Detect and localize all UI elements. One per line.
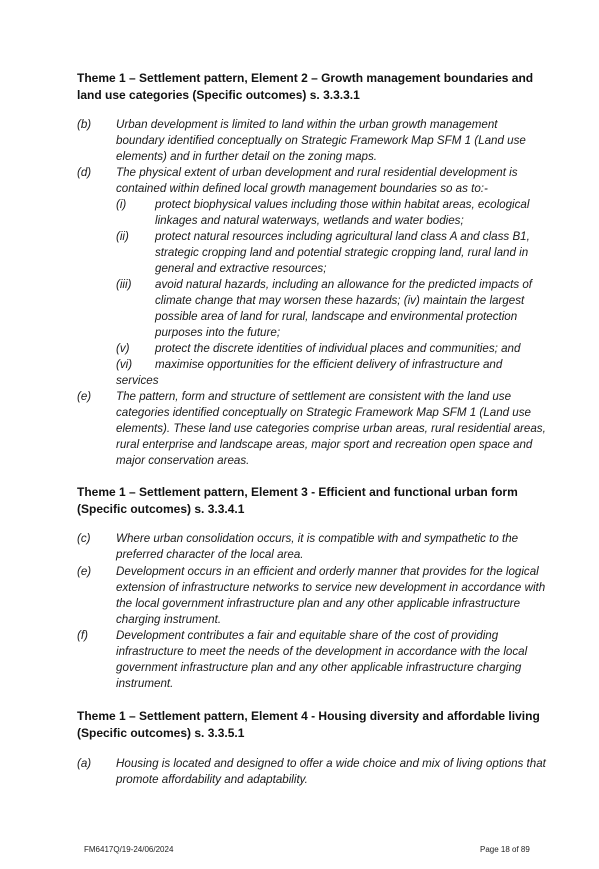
- sub-list-item: [116, 277, 547, 341]
- section-heading: Theme 1 – Settlement pattern, Element 3 - Efficient and functional urban form (Specific outcomes) s. 3.3.4.1: [77, 485, 518, 516]
- item-label: (a): [77, 757, 92, 770]
- item-text: maximise opportunities for the efficient delivery of infrastructure and: [155, 358, 503, 371]
- item-text: avoid natural hazards, including an allowance for the predicted impacts of climate change that may worsen these hazards; (iv) maintain the largest possible area of land for rural, landscape and environmental protection purposes into the future;: [155, 278, 533, 339]
- item-text: Development occurs in an efficient and orderly manner that provides for the logical extension of infrastructure networks to service new development in accordance with the local government infrastructure plan and any other applicable infrastructure charging instrument.: [116, 565, 546, 626]
- item-label: (ii): [116, 230, 129, 243]
- item-label: (e): [77, 390, 92, 403]
- list-item: [77, 389, 547, 469]
- list-item: [77, 756, 547, 788]
- continuation-text: services: [116, 374, 159, 387]
- list-item: [77, 628, 547, 692]
- item-label: (i): [116, 198, 127, 211]
- item-label: (v): [116, 342, 130, 355]
- item-text: Housing is located and designed to offer a wide choice and mix of living options that promote affordability and adaptability.: [116, 757, 546, 786]
- item-label: (vi): [116, 358, 133, 371]
- sub-list-item: [116, 197, 547, 229]
- section-heading: Theme 1 – Settlement pattern, Element 2 – Growth management boundaries and land use categories (Specific outcomes) s. 3.3.3.1: [77, 71, 534, 102]
- item-label: (iii): [116, 278, 132, 291]
- list-item: [77, 531, 547, 563]
- list-item: [77, 117, 547, 165]
- item-label: (d): [77, 166, 92, 179]
- item-text: protect the discrete identities of individual places and communities; and: [155, 342, 521, 355]
- sub-list-item: [116, 341, 547, 357]
- item-text: Where urban consolidation occurs, it is compatible with and sympathetic to the preferred character of the local area.: [116, 532, 519, 561]
- list-item: [77, 564, 547, 628]
- item-label: (e): [77, 565, 92, 578]
- item-text: The physical extent of urban development and rural residential development is contained within defined local growth management boundaries so as to:-: [116, 166, 518, 195]
- footer-page-number: Page 18 of 89: [480, 845, 530, 854]
- footer-doc-ref: FM6417Q/19-24/06/2024: [84, 845, 174, 854]
- list-item: [77, 165, 547, 197]
- item-text: Development contributes a fair and equitable share of the cost of providing infrastructure to meet the needs of the development in accordance with the local government infrastructure plan and any other applicable infrastructure charging instrument.: [116, 629, 528, 690]
- item-text: protect biophysical values including those within habitat areas, ecological linkages and natural waterways, wetlands and water bodies;: [155, 198, 530, 227]
- item-label: (b): [77, 118, 92, 131]
- item-label: (f): [77, 629, 88, 642]
- item-text: protect natural resources including agricultural land class A and class B1, strategic cropping land and potential strategic cropping land, rural land in general and extractive resources;: [155, 230, 530, 275]
- sub-list-item: [116, 357, 547, 373]
- sub-list-item: [116, 229, 547, 277]
- item-label: (c): [77, 532, 91, 545]
- item-text: The pattern, form and structure of settlement are consistent with the land use categories identified conceptually on Strategic Framework Map SFM 1 (Land use elements). These land use categories comprise urban areas, rural residential areas, rural enterprise and landscape areas, major sport and recreation open space and major conservation areas.: [116, 390, 546, 467]
- section-heading: Theme 1 – Settlement pattern, Element 4 - Housing diversity and affordable living (Specific outcomes) s. 3.3.5.1: [77, 709, 540, 740]
- item-text: Urban development is limited to land within the urban growth management boundary identified conceptually on Strategic Framework Map SFM 1 (Land use elements) and in further detail on the zoning maps.: [116, 118, 526, 163]
